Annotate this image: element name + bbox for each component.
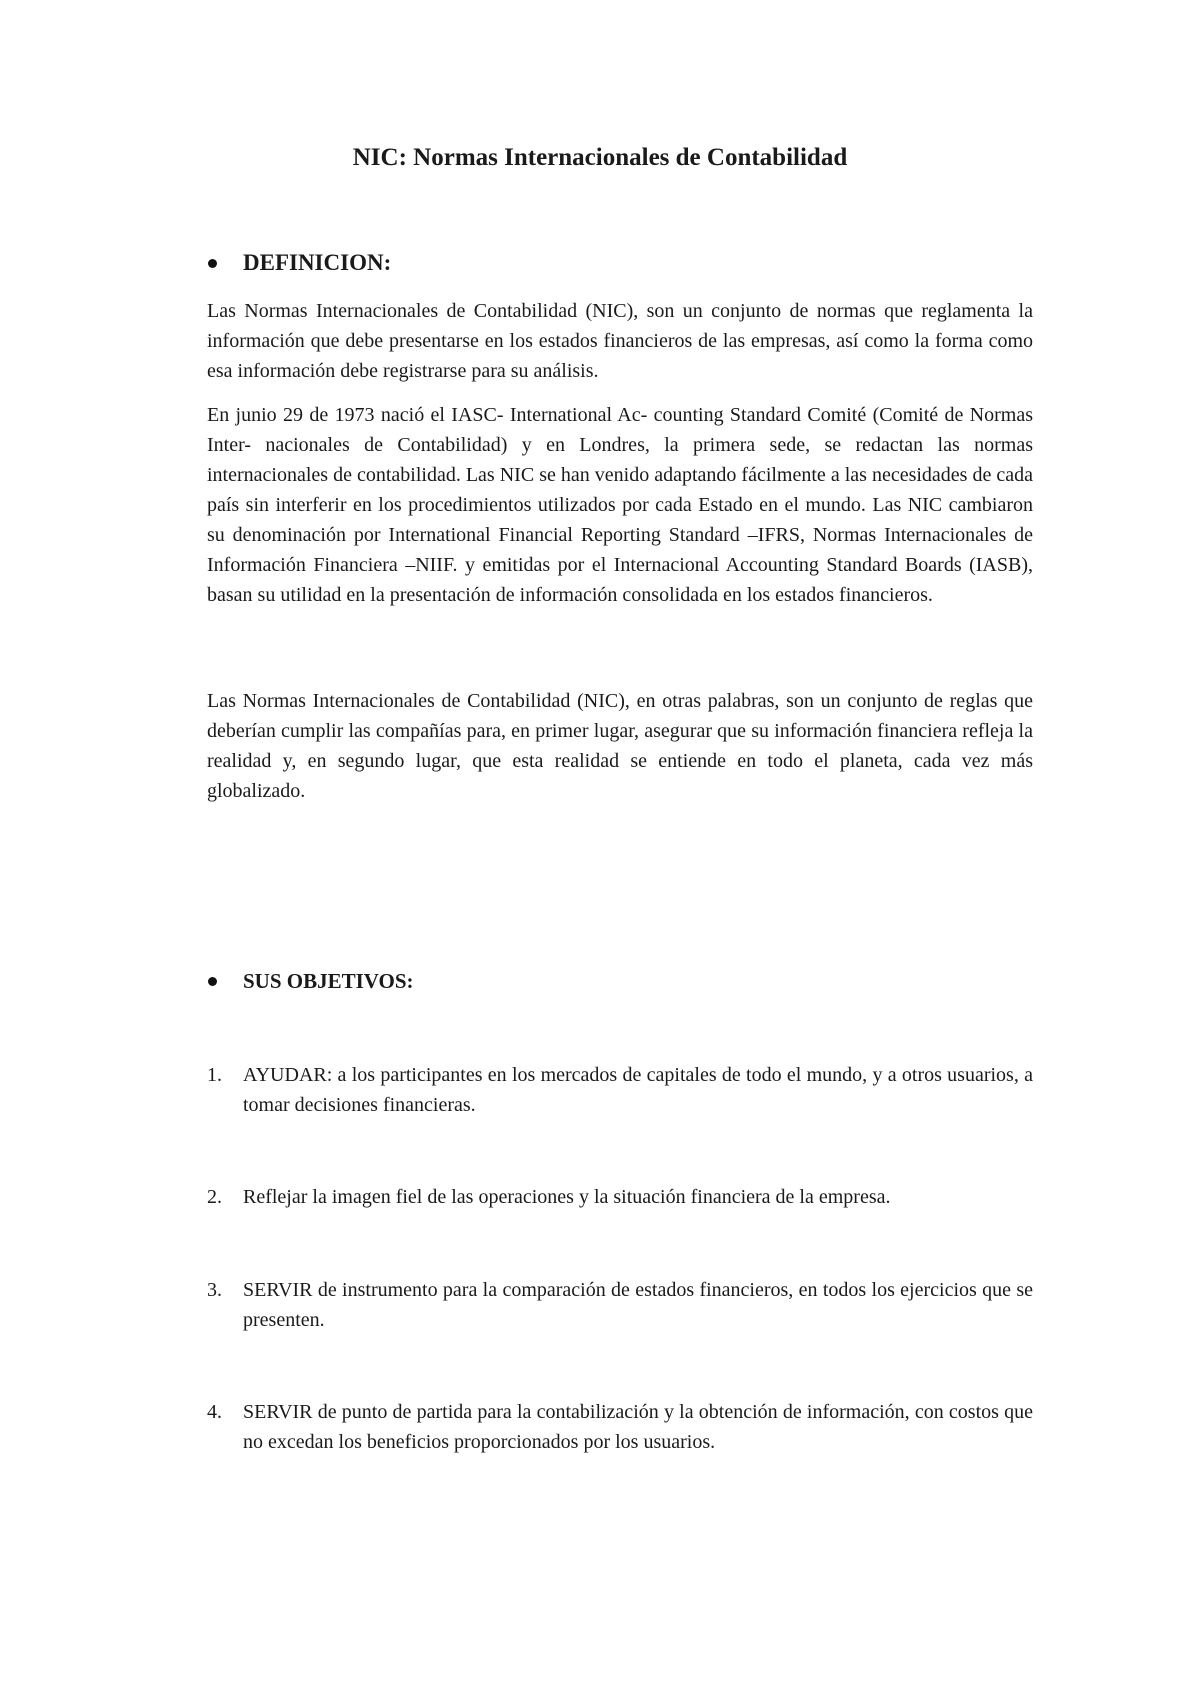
- list-item-number: 2.: [207, 1186, 222, 1208]
- list-item-number: 3.: [207, 1279, 222, 1301]
- list-item-number: 4.: [207, 1401, 222, 1423]
- bullet-icon: [208, 259, 217, 268]
- bullet-icon: [208, 977, 217, 986]
- list-item: [207, 1275, 1033, 1335]
- list-item-text: AYUDAR: a los participantes en los mercados de capitales de todo el mundo, y a otros usuarios, a tomar decisiones financieras.: [243, 1064, 1033, 1116]
- section-heading-label: DEFINICION:: [243, 250, 392, 275]
- list-item: [207, 1182, 1033, 1212]
- section-heading-definicion: [208, 250, 391, 276]
- section-heading-objetivos: [208, 969, 414, 994]
- page-title: NIC: Normas Internacionales de Contabilidad: [352, 144, 848, 171]
- list-item: [207, 1397, 1033, 1457]
- list-item-number: 1.: [207, 1064, 222, 1086]
- paragraph: En junio 29 de 1973 nació el IASC- International Ac- counting Standard Comité (Comité de Normas Inter- nacionales de Contabilidad) y en Londres, la primera sede, se redactan las normas internacionales de contabilidad. Las NIC se han venido adaptando fácilmente a las necesidades de cada país sin interferir en los procedimientos utilizados por cada Estado en el mundo. Las NIC cambiaron su denominación por International Financial Reporting Standard –IFRS, Normas Internacionales de Información Financiera –NIIF. y emitidas por el Internacional Accounting Standard Boards (IASB), basan su utilidad en la presentación de información consolidada en los estados financieros.: [207, 404, 1033, 606]
- list-item-text: Reflejar la imagen fiel de las operaciones y la situación financiera de la empresa.: [243, 1186, 891, 1208]
- paragraph: Las Normas Internacionales de Contabilidad (NIC), en otras palabras, son un conjunto de reglas que deberían cumplir las compañías para, en primer lugar, asegurar que su información financiera refleja la realidad y, en segundo lugar, que esta realidad se entiende en todo el planeta, cada vez más globalizado.: [207, 690, 1033, 802]
- paragraph: Las Normas Internacionales de Contabilidad (NIC), son un conjunto de normas que reglamenta la información que debe presentarse en los estados financieros de las empresas, así como la forma como esa información debe registrarse para su análisis.: [207, 300, 1033, 382]
- section-heading-label: SUS OBJETIVOS:: [243, 969, 414, 993]
- list-item-text: SERVIR de instrumento para la comparación de estados financieros, en todos los ejercicios que se presenten.: [243, 1279, 1033, 1331]
- list-item-text: SERVIR de punto de partida para la contabilización y la obtención de información, con costos que no excedan los beneficios proporcionados por los usuarios.: [243, 1401, 1033, 1453]
- list-item: [207, 1060, 1033, 1120]
